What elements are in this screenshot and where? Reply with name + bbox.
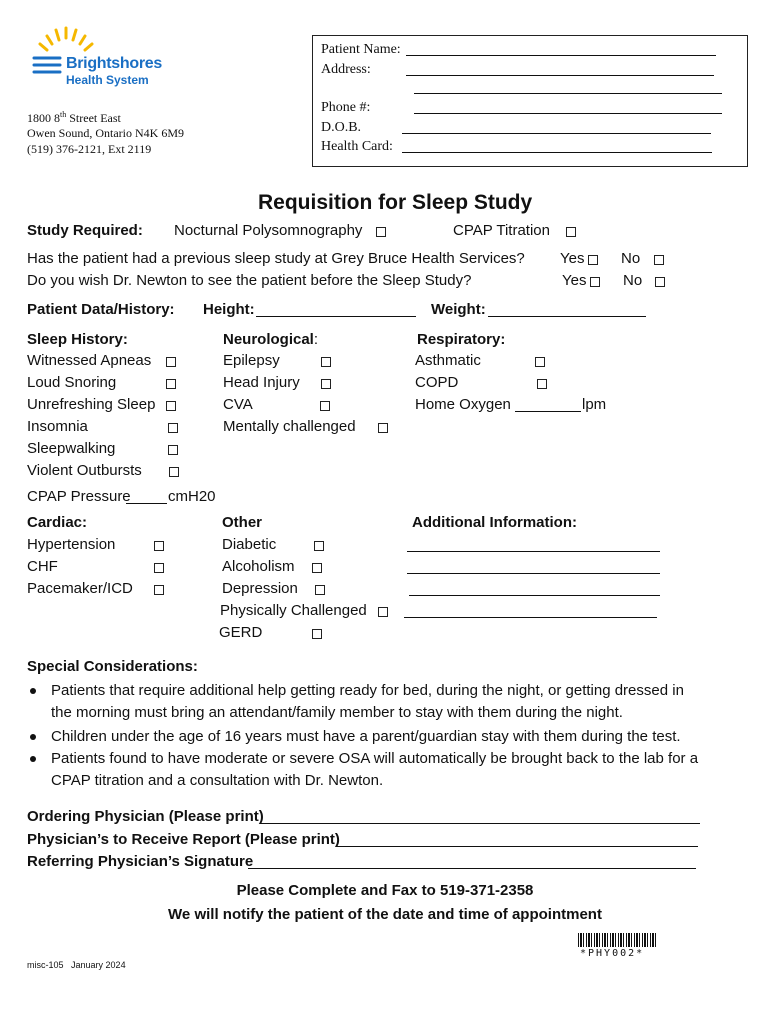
sleep-item-checkbox[interactable] [168,423,178,433]
logo-name: Brightshores [66,55,162,72]
neuro-item-label: Mentally challenged [223,418,356,435]
bullet-icon [30,756,36,762]
sleep-item-checkbox[interactable] [166,379,176,389]
neuro-item-checkbox[interactable] [378,423,388,433]
study-option-cpap-label: CPAP Titration [453,222,550,239]
q1-yes-checkbox[interactable] [588,255,598,265]
neuro-item-label: CVA [223,396,253,413]
form-code: misc-105 January 2024 [27,960,126,970]
patient-name-field[interactable] [406,42,716,56]
special-bullet-1-line-1: Patients that require additional help getting ready for bed, during the night, or getting dressed in [51,682,684,699]
q1-no-checkbox[interactable] [654,255,664,265]
other-item-checkbox[interactable] [312,563,322,573]
page-title: Requisition for Sleep Study [258,191,533,214]
other-item-checkbox[interactable] [312,629,322,639]
special-bullet-1-line-2: the morning must bring an attendant/family member to stay with them during the night. [51,704,623,721]
neuro-item-checkbox[interactable] [321,379,331,389]
ordering-physician-label: Ordering Physician (Please print) [27,808,264,825]
special-bullet-3-line-2: CPAP titration and a consultation with Dr. Newton. [51,772,384,789]
study-required-label: Study Required: [27,222,143,239]
study-option-cpap-checkbox[interactable] [566,227,576,237]
additional-info-heading: Additional Information: [412,514,577,531]
patient-name-label: Patient Name: [321,42,401,57]
home-oxygen-field[interactable] [515,396,581,412]
other-item-checkbox[interactable] [314,541,324,551]
patient-address-label: Address: [321,62,371,77]
weight-label: Weight: [431,301,486,318]
other-item-label: Depression [222,580,298,597]
home-oxygen-unit: lpm [582,396,607,413]
neurological-heading: Neurological: [223,331,319,348]
other-item-label: Diabetic [222,536,277,553]
sleep-item-checkbox[interactable] [166,357,176,367]
study-option-psg-checkbox[interactable] [376,227,386,237]
cardiac-heading: Cardiac: [27,514,88,531]
patient-health-card-field[interactable] [402,139,712,153]
cardiac-item-label: Pacemaker/ICD [27,580,133,597]
barcode-icon [578,933,656,947]
logo-subtitle: Health System [66,73,149,87]
patient-address-field-2[interactable] [414,80,722,94]
neuro-item-checkbox[interactable] [321,357,331,367]
other-item-label: GERD [219,624,263,641]
notify-instruction: We will notify the patient of the date and time of appointment [168,906,602,923]
patient-data-label: Patient Data/History: [27,301,175,318]
patient-health-card-label: Health Card: [321,139,393,154]
address-line-1: 1800 8th Street East [27,110,121,125]
barcode-text: *PHY002* [580,948,645,959]
additional-info-line-3[interactable] [409,580,660,596]
cardiac-item-checkbox[interactable] [154,563,164,573]
bullet-icon [30,688,36,694]
special-bullet-3-line-1: Patients found to have moderate or severe OSA will automatically be brought back to the lab for a [51,750,699,767]
question-see-dr-newton: Do you wish Dr. Newton to see the patient before the Sleep Study? [27,272,472,289]
referring-signature-label: Referring Physician’s Signature [27,853,254,870]
sleep-item-label: Insomnia [27,418,88,435]
cpap-pressure-unit: cmH20 [168,488,216,505]
other-heading: Other [222,514,263,531]
resp-item-label: Asthmatic [415,352,481,369]
address-line-2: Owen Sound, Ontario N4K 6M9 [27,126,184,140]
other-item-checkbox[interactable] [315,585,325,595]
additional-info-line-1[interactable] [407,536,660,552]
special-bullet-2: Children under the age of 16 years must have a parent/guardian stay with them during the test. [51,728,681,745]
respiratory-heading: Respiratory: [417,331,506,348]
other-item-checkbox[interactable] [378,607,388,617]
height-label: Height: [203,301,255,318]
home-oxygen-label: Home Oxygen [415,396,511,413]
other-item-label: Alcoholism [222,558,295,575]
cardiac-item-label: Hypertension [27,536,116,553]
patient-dob-label: D.O.B. [321,120,362,135]
cardiac-item-checkbox[interactable] [154,585,164,595]
additional-info-line-4[interactable] [404,602,657,618]
sleep-item-label: Unrefreshing Sleep [27,396,156,413]
patient-dob-field[interactable] [402,120,711,134]
resp-item-checkbox[interactable] [537,379,547,389]
study-option-psg-label: Nocturnal Polysomnography [174,222,363,239]
sleep-item-checkbox[interactable] [169,467,179,477]
cardiac-item-checkbox[interactable] [154,541,164,551]
cpap-pressure-field[interactable] [126,488,167,504]
weight-field[interactable] [488,301,646,317]
ordering-physician-field[interactable] [260,808,700,824]
q1-yes-label: Yes [560,250,585,267]
bullet-icon [30,734,36,740]
q2-yes-checkbox[interactable] [590,277,600,287]
sleep-history-heading: Sleep History: [27,331,128,348]
q2-yes-label: Yes [562,272,587,289]
height-field[interactable] [256,301,416,317]
resp-item-label: COPD [415,374,459,391]
resp-item-checkbox[interactable] [535,357,545,367]
question-previous-study: Has the patient had a previous sleep study at Grey Bruce Health Services? [27,250,525,267]
sleep-item-label: Witnessed Apneas [27,352,152,369]
patient-address-field[interactable] [406,62,714,76]
sleep-item-label: Sleepwalking [27,440,116,457]
q2-no-label: No [623,272,643,289]
cardiac-item-label: CHF [27,558,58,575]
neuro-item-label: Head Injury [223,374,300,391]
other-item-label: Physically Challenged [220,602,367,619]
fax-instruction: Please Complete and Fax to 519-371-2358 [236,882,534,899]
sleep-item-checkbox[interactable] [168,445,178,455]
receiving-physician-field[interactable] [336,831,698,847]
q1-no-label: No [621,250,641,267]
sleep-item-checkbox[interactable] [166,401,176,411]
referring-signature-field[interactable] [248,853,696,869]
neuro-item-checkbox[interactable] [320,401,330,411]
special-considerations-heading: Special Considerations: [27,658,198,675]
q2-no-checkbox[interactable] [655,277,665,287]
cpap-pressure-label: CPAP Pressure [27,488,131,505]
address-line-3: (519) 376-2121, Ext 2119 [27,142,152,156]
neuro-item-label: Epilepsy [223,352,280,369]
sleep-item-label: Violent Outbursts [27,462,142,479]
patient-phone-label: Phone #: [321,100,371,115]
sleep-item-label: Loud Snoring [27,374,117,391]
patient-phone-field[interactable] [414,100,722,114]
receiving-physician-label: Physician’s to Receive Report (Please print) [27,831,340,848]
additional-info-line-2[interactable] [407,558,660,574]
